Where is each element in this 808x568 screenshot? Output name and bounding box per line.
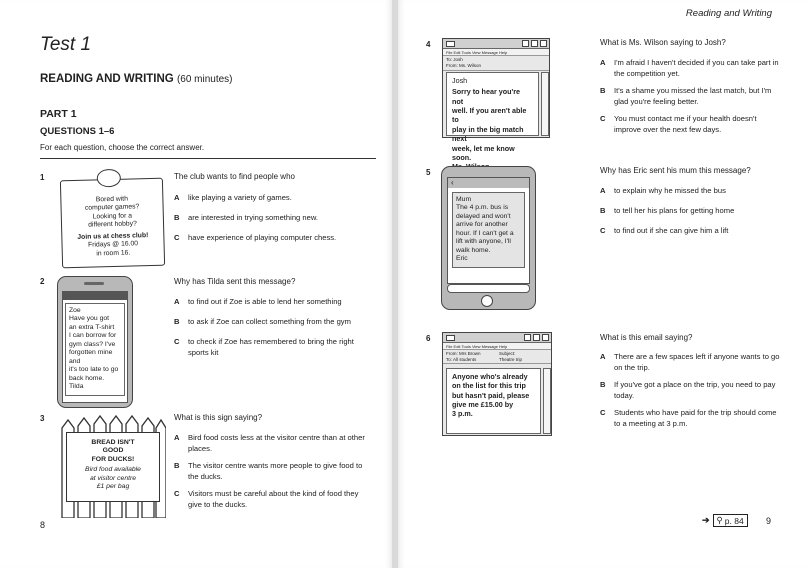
email-line: 3 p.m. <box>452 409 473 419</box>
question-number: 5 <box>426 168 431 177</box>
option-text: to find out if Zoe is able to lend her something <box>188 297 342 306</box>
email-window <box>442 38 550 162</box>
email-subject: Theatre trip <box>499 357 523 362</box>
option-text: The visitor centre wants more people to give food to the ducks. <box>188 461 363 481</box>
option-text: There are a few spaces left if anyone wants to go on the trip. <box>614 352 780 372</box>
option-text: to find out if she can give him a lift <box>614 226 729 235</box>
status-bar <box>63 292 127 300</box>
option-letter: B <box>600 206 606 215</box>
option-b[interactable] <box>174 316 364 327</box>
option-text: It's a shame you missed the last match, but I'm glad you're feeling better. <box>614 86 772 106</box>
page-number: 9 <box>766 516 772 526</box>
email-line: Sorry to hear you're not <box>452 87 521 106</box>
sign-line: Bird food available <box>85 466 141 474</box>
option-c[interactable] <box>600 407 782 429</box>
message-line: it's too late to go <box>69 366 119 374</box>
instruction: For each question, choose the correct answer. <box>40 143 205 152</box>
option-a[interactable] <box>174 296 364 307</box>
minimize-button[interactable] <box>524 334 531 341</box>
minimize-button[interactable] <box>522 40 529 47</box>
option-b[interactable] <box>600 85 782 107</box>
option-a[interactable] <box>600 351 782 373</box>
close-button[interactable] <box>540 40 547 47</box>
message-line: I can borrow for <box>69 332 117 340</box>
message-line: delayed and won't <box>456 212 511 220</box>
email-line: give me £15.00 by <box>452 400 514 410</box>
card-line: Looking for a <box>92 212 133 221</box>
option-text: to ask if Zoe can collect something from the gym <box>188 317 351 326</box>
option-letter: A <box>600 352 606 361</box>
option-text: Students who have paid for the trip should come to a meeting at 3 p.m. <box>614 408 777 428</box>
option-letter: B <box>600 380 606 389</box>
sign-line: at visitor centre <box>89 474 137 482</box>
question-stem: What is Ms. Wilson saying to Josh? <box>600 38 726 47</box>
option-letter: C <box>600 226 606 235</box>
pin-icon <box>97 169 121 188</box>
phone-illustration <box>441 166 536 310</box>
option-c[interactable] <box>174 488 370 510</box>
envelope-icon <box>446 41 455 47</box>
email-header <box>443 56 549 71</box>
option-text: are interested in trying something new. <box>188 213 319 222</box>
email-line: Anyone who's already <box>452 372 528 381</box>
message-line: hour. If I can't get a <box>456 229 514 237</box>
options-list <box>174 432 370 510</box>
option-a[interactable] <box>174 432 370 454</box>
message-line: arrive for another <box>456 221 508 229</box>
option-letter: C <box>174 337 180 346</box>
option-letter: A <box>600 58 606 67</box>
phone-screen <box>62 291 128 403</box>
question-stem: Why has Tilda sent this message? <box>174 277 296 286</box>
option-letter: C <box>600 408 606 417</box>
email-to: To: Josh <box>446 57 463 62</box>
email-from: From: Ms. Wilson <box>446 63 482 68</box>
options-list <box>174 296 364 358</box>
page-ref-text: p. 84 <box>724 515 744 526</box>
question-number: 2 <box>40 277 45 286</box>
question-stem: What is this email saying? <box>600 333 693 342</box>
page-reference[interactable] <box>702 514 748 527</box>
message-line: forgotten mine and <box>69 349 113 365</box>
option-letter: C <box>600 114 606 123</box>
option-text: If you've got a place on the trip, you need to pay today. <box>614 380 776 400</box>
options-list <box>600 57 782 135</box>
option-b[interactable] <box>600 205 782 216</box>
email-line: but hasn't paid, please <box>452 390 530 400</box>
text-message <box>65 303 125 396</box>
option-letter: B <box>174 317 180 326</box>
options-list <box>174 192 374 243</box>
question-stem: Why has Eric sent his mum this message? <box>600 166 751 175</box>
message-line: back home. <box>69 374 105 382</box>
phone-illustration <box>57 276 133 408</box>
magnifier-icon: ⚲ <box>716 515 723 525</box>
email-to: To: All students <box>446 357 477 362</box>
email-window <box>442 332 552 436</box>
options-list <box>600 185 782 236</box>
maximize-button[interactable] <box>533 334 540 341</box>
card-line: different hobby? <box>88 220 137 230</box>
page-ref-box <box>713 514 748 527</box>
message-recipient: Mum <box>456 196 472 203</box>
phone-screen <box>447 177 530 284</box>
card-highlight: Join us at chess club! <box>77 232 149 241</box>
option-a[interactable] <box>174 192 374 203</box>
message-line: The 4 p.m. bus is <box>456 204 509 212</box>
option-letter: A <box>600 186 606 195</box>
speaker-icon <box>84 282 104 285</box>
message-line: Have you got <box>69 315 110 323</box>
question-number: 4 <box>426 40 431 49</box>
arrow-right-icon: ➔ <box>702 515 710 525</box>
option-a[interactable] <box>600 57 782 79</box>
option-b[interactable] <box>174 460 370 482</box>
text-message <box>452 192 525 268</box>
envelope-icon <box>446 335 455 341</box>
section-duration: (60 minutes) <box>176 74 233 85</box>
option-text: I'm afraid I haven't decided if you can take part in the competition yet. <box>614 58 779 78</box>
menu-bar[interactable]: File Edit Tools View Message Help <box>443 49 549 56</box>
email-line: well. If you aren't able to <box>452 106 527 125</box>
question-stem: The club wants to find people who <box>174 172 295 181</box>
sign-line: BREAD ISN'T <box>91 439 135 446</box>
option-letter: C <box>174 233 180 242</box>
email-body <box>446 72 539 162</box>
option-c[interactable] <box>174 336 364 358</box>
sign-line: GOOD <box>102 447 124 455</box>
test-title: Test 1 <box>40 34 92 55</box>
email-greeting: Josh <box>452 76 468 85</box>
option-letter: B <box>174 213 180 222</box>
part-heading: PART 1 <box>40 108 77 120</box>
question-stem: What is this sign saying? <box>174 413 263 422</box>
chess-club-card <box>60 178 165 269</box>
email-header <box>443 350 551 364</box>
option-letter: A <box>174 433 180 442</box>
option-c[interactable] <box>600 113 782 135</box>
sign-line: £1 per bag <box>96 483 130 491</box>
section-title-text: READING AND WRITING <box>40 73 174 85</box>
message-sender: Eric <box>456 255 468 263</box>
option-b[interactable] <box>174 212 374 223</box>
question-number: 6 <box>426 334 431 343</box>
option-text: to explain why he missed the bus <box>614 186 726 195</box>
window-titlebar <box>443 333 551 343</box>
option-text: Visitors must be careful about the kind of food they give to the ducks. <box>188 489 359 509</box>
menu-bar[interactable]: File Edit Tools View Message Help <box>443 343 551 350</box>
option-letter: B <box>174 461 180 470</box>
option-letter: A <box>174 193 180 202</box>
message-line: gym class? I've <box>69 340 116 348</box>
message-line: lift with anyone, I'll <box>456 238 511 246</box>
email-line: on the list for this trip <box>452 381 526 391</box>
options-list <box>600 351 782 429</box>
back-arrow-icon[interactable]: ‹ <box>448 178 529 188</box>
maximize-button[interactable] <box>531 40 538 47</box>
card-line: Fridays @ 16.00 <box>88 240 139 250</box>
reply-input[interactable] <box>447 284 530 293</box>
option-letter: B <box>600 86 606 95</box>
message-line: an extra T-shirt <box>69 323 115 331</box>
questions-range: QUESTIONS 1–6 <box>40 126 115 137</box>
option-a[interactable] <box>600 185 782 196</box>
option-text: You must contact me if your health doesn't improve over the next few days. <box>614 114 757 134</box>
scrollbar[interactable] <box>541 72 549 136</box>
option-b[interactable] <box>600 379 782 401</box>
option-text: to check if Zoe has remembered to bring the right sports kit <box>188 337 354 357</box>
close-button[interactable] <box>542 334 549 341</box>
window-titlebar <box>443 39 549 49</box>
message-line: walk home. <box>456 246 491 254</box>
warning-sign <box>66 432 160 502</box>
option-letter: C <box>174 489 180 498</box>
email-body <box>446 368 541 434</box>
message-recipient: Zoe <box>69 307 81 314</box>
right-page <box>398 0 808 568</box>
question-number: 1 <box>40 173 45 182</box>
page-number: 8 <box>40 520 46 530</box>
email-subject-label: Subject: <box>499 351 516 356</box>
option-letter: A <box>174 297 180 306</box>
email-from: From: Mrs Brown <box>446 351 481 356</box>
option-text: like playing a variety of games. <box>188 193 292 202</box>
card-line: computer games? <box>84 203 140 213</box>
running-header: Reading and Writing <box>685 8 772 19</box>
email-line: week, let me know soon. <box>452 143 515 162</box>
question-number: 3 <box>40 414 45 423</box>
option-text: to tell her his plans for getting home <box>614 206 735 215</box>
card-line: in room 16. <box>96 249 131 258</box>
message-sender: Tilda <box>69 383 84 391</box>
home-button[interactable] <box>481 295 493 307</box>
option-text: Bird food costs less at the visitor centre than at other places. <box>188 433 365 453</box>
card-line: Bored with <box>95 195 129 204</box>
scrollbar[interactable] <box>543 368 551 434</box>
option-text: have experience of playing computer chess. <box>188 233 337 242</box>
section-title <box>40 73 233 85</box>
left-page <box>0 0 392 568</box>
option-c[interactable] <box>174 232 374 243</box>
email-line: play in the big match next <box>452 124 524 144</box>
sign-line: FOR DUCKS! <box>91 455 135 463</box>
option-c[interactable] <box>600 225 782 236</box>
divider <box>40 158 376 159</box>
